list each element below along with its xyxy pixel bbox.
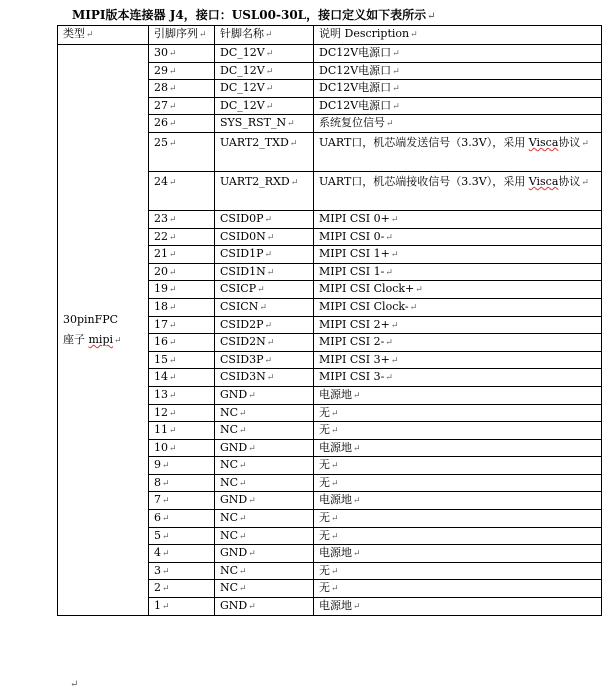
header-type: 类型↵	[58, 26, 149, 45]
description-cell: MIPI CSI 3-↵	[314, 369, 602, 387]
pin-name-cell: CSID2N↵	[215, 334, 314, 352]
description-cell: 无↵	[314, 562, 602, 580]
description-cell: DC12V电源口↵	[314, 62, 602, 80]
pin-name-cell: DC_12V↵	[215, 45, 314, 63]
pin-name-cell: GND↵	[215, 386, 314, 404]
pin-number-cell: 15↵	[149, 351, 215, 369]
type-cell	[58, 45, 149, 616]
pin-number-cell: 2↵	[149, 580, 215, 598]
description-cell: MIPI CSI 2+↵	[314, 316, 602, 334]
pin-name-cell: GND↵	[215, 439, 314, 457]
pin-name-cell: CSID3N↵	[215, 369, 314, 387]
pin-name-cell: NC↵	[215, 562, 314, 580]
description-cell: DC12V电源口↵	[314, 97, 602, 115]
header-pin-name: 针脚名称↵	[215, 26, 314, 45]
table-header-row	[58, 26, 602, 45]
description-cell: 无↵	[314, 474, 602, 492]
description-cell: DC12V电源口↵	[314, 45, 602, 63]
pin-name-cell: SYS_RST_N↵	[215, 115, 314, 133]
description-cell: 无↵	[314, 422, 602, 440]
pin-name-cell: CSID1N↵	[215, 263, 314, 281]
pin-number-cell: 26↵	[149, 115, 215, 133]
description-cell: 无↵	[314, 457, 602, 475]
type-line-2a: 座子	[63, 332, 85, 346]
pin-name-cell: NC↵	[215, 457, 314, 475]
pin-name-cell: CSID3P↵	[215, 351, 314, 369]
description-cell: 无↵	[314, 404, 602, 422]
description-cell: 电源地↵	[314, 386, 602, 404]
description-cell: 无↵	[314, 580, 602, 598]
pin-name-cell: CSICN↵	[215, 298, 314, 316]
pin-number-cell: 13↵	[149, 386, 215, 404]
description-cell: 电源地↵	[314, 545, 602, 563]
type-line-1: 30pinFPC	[63, 312, 119, 326]
description-cell: UART口，机芯端发送信号（3.3V），采用 Visca协议↵	[314, 132, 602, 171]
pin-number-cell: 7↵	[149, 492, 215, 510]
pin-number-cell: 23↵	[149, 210, 215, 228]
header-pin-sequence: 引脚序列↵	[149, 26, 215, 45]
type-line-2b: mipi	[88, 332, 114, 346]
pin-name-cell: UART2_RXD↵	[215, 171, 314, 210]
description-cell: MIPI CSI 0-↵	[314, 228, 602, 246]
pin-number-cell: 29↵	[149, 62, 215, 80]
description-cell: MIPI CSI 1+↵	[314, 246, 602, 264]
description-cell: 无↵	[314, 527, 602, 545]
paragraph-mark-icon: ↵	[114, 335, 122, 346]
description-cell: MIPI CSI 3+↵	[314, 351, 602, 369]
pin-number-cell: 11↵	[149, 422, 215, 440]
pin-name-cell: NC↵	[215, 580, 314, 598]
pin-number-cell: 27↵	[149, 97, 215, 115]
pin-number-cell: 19↵	[149, 281, 215, 299]
pin-number-cell: 9↵	[149, 457, 215, 475]
pin-name-cell: CSID0N↵	[215, 228, 314, 246]
pin-number-cell: 4↵	[149, 545, 215, 563]
pin-number-cell: 25↵	[149, 132, 215, 171]
pin-name-cell: CSID2P↵	[215, 316, 314, 334]
pin-name-cell: GND↵	[215, 545, 314, 563]
pin-number-cell: 21↵	[149, 246, 215, 264]
pin-name-cell: CSICP↵	[215, 281, 314, 299]
description-cell: MIPI CSI 0+↵	[314, 210, 602, 228]
pin-name-cell: NC↵	[215, 510, 314, 528]
pin-number-cell: 22↵	[149, 228, 215, 246]
pin-name-cell: GND↵	[215, 598, 314, 616]
pin-number-cell: 12↵	[149, 404, 215, 422]
description-cell: 系统复位信号↵	[314, 115, 602, 133]
description-cell: MIPI CSI Clock-↵	[314, 298, 602, 316]
pin-name-cell: UART2_TXD↵	[215, 132, 314, 171]
pin-number-cell: 8↵	[149, 474, 215, 492]
description-cell: MIPI CSI Clock+↵	[314, 281, 602, 299]
pin-name-cell: CSID0P↵	[215, 210, 314, 228]
pin-number-cell: 1↵	[149, 598, 215, 616]
pin-number-cell: 16↵	[149, 334, 215, 352]
pin-number-cell: 6↵	[149, 510, 215, 528]
header-description: 说明 Description↵	[314, 26, 602, 45]
pin-name-cell: DC_12V↵	[215, 62, 314, 80]
pin-number-cell: 14↵	[149, 369, 215, 387]
pin-name-cell: DC_12V↵	[215, 97, 314, 115]
document-heading	[72, 6, 436, 23]
description-cell: 电源地↵	[314, 439, 602, 457]
description-cell: UART口，机芯端接收信号（3.3V），采用 Visca协议↵	[314, 171, 602, 210]
description-cell: 电源地↵	[314, 598, 602, 616]
table-row	[58, 45, 602, 63]
paragraph-mark-icon: ↵	[427, 11, 436, 22]
pin-name-cell: NC↵	[215, 404, 314, 422]
pin-number-cell: 28↵	[149, 80, 215, 98]
paragraph-mark-icon: ↵	[70, 679, 79, 690]
pin-number-cell: 30↵	[149, 45, 215, 63]
pin-number-cell: 24↵	[149, 171, 215, 210]
description-cell: MIPI CSI 2-↵	[314, 334, 602, 352]
pin-name-cell: NC↵	[215, 527, 314, 545]
pin-number-cell: 18↵	[149, 298, 215, 316]
description-cell: 电源地↵	[314, 492, 602, 510]
pin-name-cell: DC_12V↵	[215, 80, 314, 98]
description-cell: 无↵	[314, 510, 602, 528]
heading-text: MIPI版本连接器 J4，接口：USL00-30L，接口定义如下表所示	[72, 8, 427, 22]
pin-name-cell: CSID1P↵	[215, 246, 314, 264]
pin-definition-table	[57, 25, 602, 616]
pin-name-cell: NC↵	[215, 474, 314, 492]
description-cell: MIPI CSI 1-↵	[314, 263, 602, 281]
pin-number-cell: 10↵	[149, 439, 215, 457]
description-cell: DC12V电源口↵	[314, 80, 602, 98]
pin-number-cell: 20↵	[149, 263, 215, 281]
pin-name-cell: GND↵	[215, 492, 314, 510]
pin-number-cell: 3↵	[149, 562, 215, 580]
pin-name-cell: NC↵	[215, 422, 314, 440]
pin-number-cell: 17↵	[149, 316, 215, 334]
pin-number-cell: 5↵	[149, 527, 215, 545]
